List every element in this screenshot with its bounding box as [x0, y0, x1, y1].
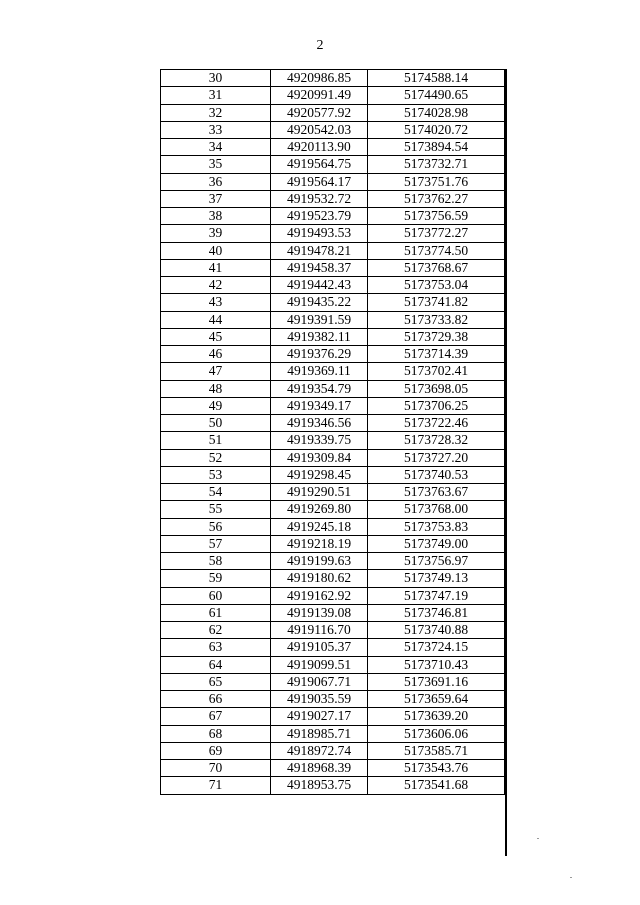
y-coordinate-cell: 5173698.05 — [368, 380, 505, 397]
y-coordinate-cell: 5173543.76 — [368, 760, 505, 777]
table-row — [161, 432, 505, 449]
point-number-cell: 57 — [161, 535, 271, 552]
y-coordinate-cell: 5173894.54 — [368, 139, 505, 156]
y-coordinate-cell: 5173639.20 — [368, 708, 505, 725]
table-row — [161, 501, 505, 518]
point-number-cell: 41 — [161, 259, 271, 276]
y-coordinate-cell: 5173541.68 — [368, 777, 505, 794]
x-coordinate-cell: 4919564.17 — [271, 173, 368, 190]
y-coordinate-cell: 5173741.82 — [368, 294, 505, 311]
y-coordinate-cell: 5174028.98 — [368, 104, 505, 121]
x-coordinate-cell: 4919346.56 — [271, 415, 368, 432]
table-row — [161, 484, 505, 501]
table-row — [161, 328, 505, 345]
table-row — [161, 156, 505, 173]
table-row — [161, 622, 505, 639]
x-coordinate-cell: 4918968.39 — [271, 760, 368, 777]
x-coordinate-cell: 4919435.22 — [271, 294, 368, 311]
table-row — [161, 346, 505, 363]
table-row — [161, 518, 505, 535]
y-coordinate-cell: 5173746.81 — [368, 604, 505, 621]
y-coordinate-cell: 5173756.97 — [368, 553, 505, 570]
point-number-cell: 71 — [161, 777, 271, 794]
point-number-cell: 70 — [161, 760, 271, 777]
x-coordinate-cell: 4919180.62 — [271, 570, 368, 587]
point-number-cell: 31 — [161, 87, 271, 104]
table-row — [161, 87, 505, 104]
point-number-cell: 39 — [161, 225, 271, 242]
x-coordinate-cell: 4919458.37 — [271, 259, 368, 276]
y-coordinate-cell: 5173659.64 — [368, 691, 505, 708]
table-row — [161, 104, 505, 121]
y-coordinate-cell: 5173763.67 — [368, 484, 505, 501]
x-coordinate-cell: 4919245.18 — [271, 518, 368, 535]
table-row — [161, 725, 505, 742]
table-row — [161, 742, 505, 759]
x-coordinate-cell: 4919493.53 — [271, 225, 368, 242]
point-number-cell: 65 — [161, 673, 271, 690]
table-row — [161, 70, 505, 87]
x-coordinate-cell: 4919027.17 — [271, 708, 368, 725]
y-coordinate-cell: 5173727.20 — [368, 449, 505, 466]
point-number-cell: 64 — [161, 656, 271, 673]
x-coordinate-cell: 4919564.75 — [271, 156, 368, 173]
x-coordinate-cell: 4920577.92 — [271, 104, 368, 121]
table-row — [161, 208, 505, 225]
table-row — [161, 673, 505, 690]
point-number-cell: 35 — [161, 156, 271, 173]
table-row — [161, 225, 505, 242]
y-coordinate-cell: 5173729.38 — [368, 328, 505, 345]
point-number-cell: 56 — [161, 518, 271, 535]
x-coordinate-cell: 4919298.45 — [271, 466, 368, 483]
y-coordinate-cell: 5173774.50 — [368, 242, 505, 259]
table-row — [161, 294, 505, 311]
point-number-cell: 66 — [161, 691, 271, 708]
x-coordinate-cell: 4919523.79 — [271, 208, 368, 225]
point-number-cell: 37 — [161, 190, 271, 207]
x-coordinate-cell: 4918972.74 — [271, 742, 368, 759]
x-coordinate-cell: 4919139.08 — [271, 604, 368, 621]
x-coordinate-cell: 4919199.63 — [271, 553, 368, 570]
x-coordinate-cell: 4919105.37 — [271, 639, 368, 656]
y-coordinate-cell: 5173722.46 — [368, 415, 505, 432]
point-number-cell: 49 — [161, 397, 271, 414]
x-coordinate-cell: 4919035.59 — [271, 691, 368, 708]
point-number-cell: 40 — [161, 242, 271, 259]
x-coordinate-cell: 4919269.80 — [271, 501, 368, 518]
y-coordinate-cell: 5173762.27 — [368, 190, 505, 207]
y-coordinate-cell: 5173772.27 — [368, 225, 505, 242]
table-row — [161, 449, 505, 466]
x-coordinate-cell: 4920542.03 — [271, 121, 368, 138]
point-number-cell: 50 — [161, 415, 271, 432]
point-number-cell: 55 — [161, 501, 271, 518]
table-row — [161, 691, 505, 708]
table-row — [161, 535, 505, 552]
y-coordinate-cell: 5174020.72 — [368, 121, 505, 138]
table-row — [161, 466, 505, 483]
table-row — [161, 777, 505, 794]
x-coordinate-cell: 4919116.70 — [271, 622, 368, 639]
table-right-edge — [505, 69, 507, 856]
y-coordinate-cell: 5173747.19 — [368, 587, 505, 604]
y-coordinate-cell: 5173768.67 — [368, 259, 505, 276]
table-row — [161, 639, 505, 656]
table-row — [161, 121, 505, 138]
table-row — [161, 397, 505, 414]
x-coordinate-cell: 4918985.71 — [271, 725, 368, 742]
coordinates-table — [160, 69, 505, 795]
table-row — [161, 380, 505, 397]
point-number-cell: 44 — [161, 311, 271, 328]
coordinates-table-body — [161, 70, 505, 795]
y-coordinate-cell: 5173585.71 — [368, 742, 505, 759]
y-coordinate-cell: 5173710.43 — [368, 656, 505, 673]
y-coordinate-cell: 5173728.32 — [368, 432, 505, 449]
y-coordinate-cell: 5174588.14 — [368, 70, 505, 87]
point-number-cell: 51 — [161, 432, 271, 449]
point-number-cell: 68 — [161, 725, 271, 742]
x-coordinate-cell: 4919309.84 — [271, 449, 368, 466]
point-number-cell: 43 — [161, 294, 271, 311]
x-coordinate-cell: 4918953.75 — [271, 777, 368, 794]
point-number-cell: 54 — [161, 484, 271, 501]
table-row — [161, 242, 505, 259]
table-row — [161, 570, 505, 587]
y-coordinate-cell: 5173768.00 — [368, 501, 505, 518]
y-coordinate-cell: 5173756.59 — [368, 208, 505, 225]
scan-speck — [570, 877, 572, 878]
y-coordinate-cell: 5173749.00 — [368, 535, 505, 552]
y-coordinate-cell: 5173732.71 — [368, 156, 505, 173]
y-coordinate-cell: 5173753.04 — [368, 277, 505, 294]
x-coordinate-cell: 4919442.43 — [271, 277, 368, 294]
table-row — [161, 708, 505, 725]
x-coordinate-cell: 4919382.11 — [271, 328, 368, 345]
y-coordinate-cell: 5173714.39 — [368, 346, 505, 363]
x-coordinate-cell: 4919067.71 — [271, 673, 368, 690]
point-number-cell: 63 — [161, 639, 271, 656]
y-coordinate-cell: 5173691.16 — [368, 673, 505, 690]
y-coordinate-cell: 5173749.13 — [368, 570, 505, 587]
table-row — [161, 587, 505, 604]
point-number-cell: 38 — [161, 208, 271, 225]
table-row — [161, 259, 505, 276]
y-coordinate-cell: 5173606.06 — [368, 725, 505, 742]
point-number-cell: 60 — [161, 587, 271, 604]
x-coordinate-cell: 4919290.51 — [271, 484, 368, 501]
point-number-cell: 34 — [161, 139, 271, 156]
point-number-cell: 58 — [161, 553, 271, 570]
table-row — [161, 190, 505, 207]
x-coordinate-cell: 4919391.59 — [271, 311, 368, 328]
y-coordinate-cell: 5173724.15 — [368, 639, 505, 656]
point-number-cell: 46 — [161, 346, 271, 363]
point-number-cell: 69 — [161, 742, 271, 759]
y-coordinate-cell: 5173702.41 — [368, 363, 505, 380]
x-coordinate-cell: 4919339.75 — [271, 432, 368, 449]
x-coordinate-cell: 4919349.17 — [271, 397, 368, 414]
point-number-cell: 47 — [161, 363, 271, 380]
point-number-cell: 33 — [161, 121, 271, 138]
point-number-cell: 36 — [161, 173, 271, 190]
scan-speck — [537, 838, 539, 839]
x-coordinate-cell: 4919376.29 — [271, 346, 368, 363]
point-number-cell: 67 — [161, 708, 271, 725]
x-coordinate-cell: 4919218.19 — [271, 535, 368, 552]
point-number-cell: 48 — [161, 380, 271, 397]
x-coordinate-cell: 4919099.51 — [271, 656, 368, 673]
table-row — [161, 553, 505, 570]
y-coordinate-cell: 5173753.83 — [368, 518, 505, 535]
point-number-cell: 32 — [161, 104, 271, 121]
table-row — [161, 277, 505, 294]
table-row — [161, 604, 505, 621]
y-coordinate-cell: 5173751.76 — [368, 173, 505, 190]
y-coordinate-cell: 5173740.88 — [368, 622, 505, 639]
table-row — [161, 415, 505, 432]
point-number-cell: 53 — [161, 466, 271, 483]
point-number-cell: 62 — [161, 622, 271, 639]
point-number-cell: 45 — [161, 328, 271, 345]
x-coordinate-cell: 4919354.79 — [271, 380, 368, 397]
table-row — [161, 760, 505, 777]
x-coordinate-cell: 4919478.21 — [271, 242, 368, 259]
table-row — [161, 311, 505, 328]
table-row — [161, 656, 505, 673]
point-number-cell: 59 — [161, 570, 271, 587]
table-row — [161, 173, 505, 190]
point-number-cell: 61 — [161, 604, 271, 621]
x-coordinate-cell: 4919162.92 — [271, 587, 368, 604]
point-number-cell: 30 — [161, 70, 271, 87]
page-number: 2 — [316, 38, 324, 53]
y-coordinate-cell: 5174490.65 — [368, 87, 505, 104]
y-coordinate-cell: 5173733.82 — [368, 311, 505, 328]
point-number-cell: 42 — [161, 277, 271, 294]
point-number-cell: 52 — [161, 449, 271, 466]
table-row — [161, 139, 505, 156]
table-row — [161, 363, 505, 380]
x-coordinate-cell: 4919369.11 — [271, 363, 368, 380]
y-coordinate-cell: 5173706.25 — [368, 397, 505, 414]
x-coordinate-cell: 4920991.49 — [271, 87, 368, 104]
x-coordinate-cell: 4919532.72 — [271, 190, 368, 207]
y-coordinate-cell: 5173740.53 — [368, 466, 505, 483]
x-coordinate-cell: 4920113.90 — [271, 139, 368, 156]
x-coordinate-cell: 4920986.85 — [271, 70, 368, 87]
